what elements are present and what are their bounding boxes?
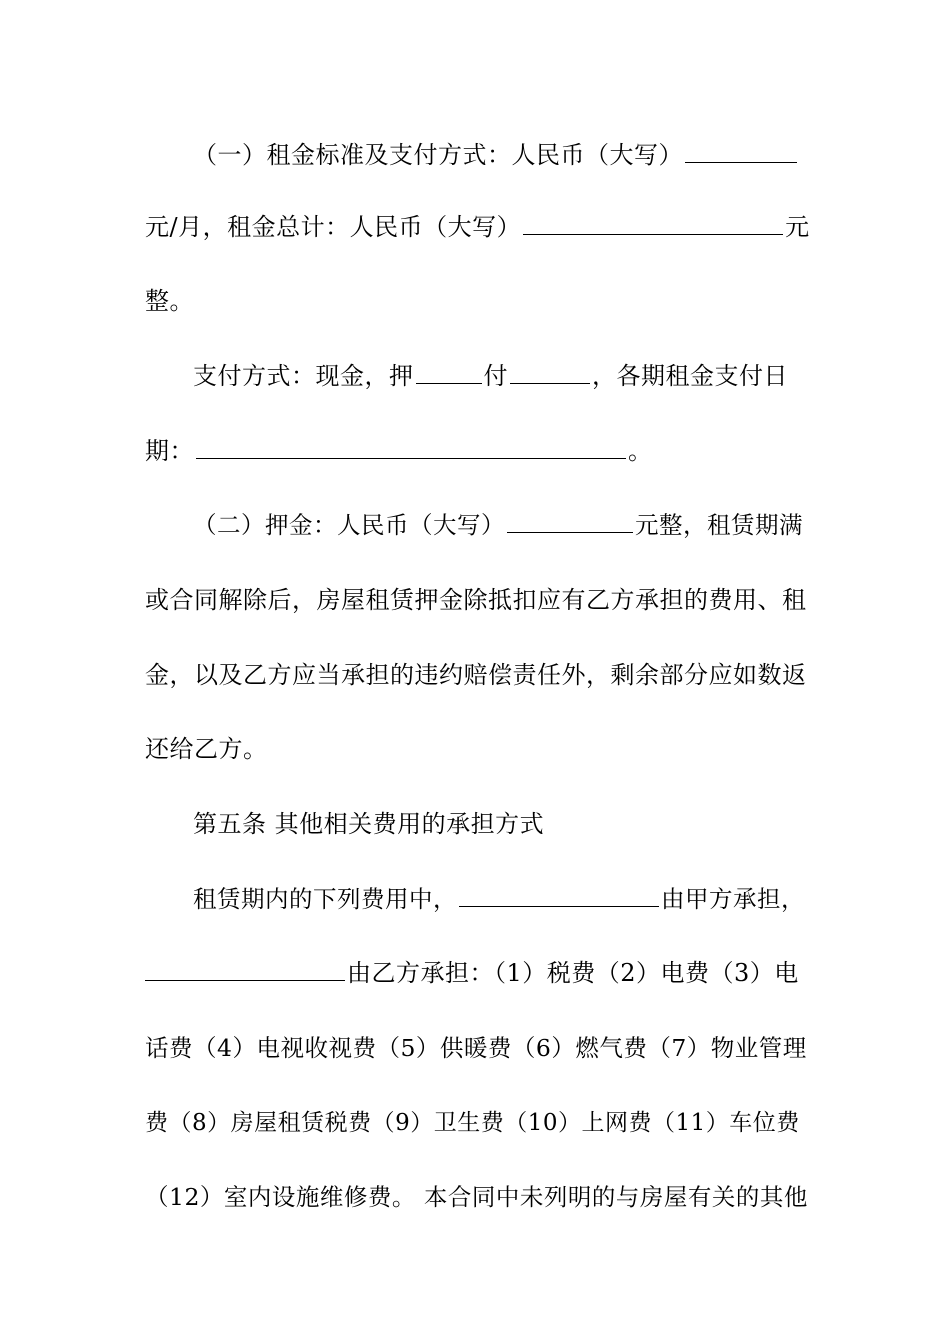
text-segment: 。 xyxy=(628,437,653,465)
text-segment: 由甲方承担， xyxy=(661,885,805,913)
article-five-title: 第五条 其他相关费用的承担方式 xyxy=(193,810,545,838)
section-heading xyxy=(145,804,810,844)
text-segment: 付 xyxy=(483,362,508,390)
unit-text: 元 xyxy=(785,213,810,241)
blank-underline xyxy=(416,357,482,384)
text-segment: 元整，租赁期满 xyxy=(635,511,803,539)
blank-underline xyxy=(507,506,633,533)
text-segment: 还给乙方。 xyxy=(145,735,268,763)
text-line xyxy=(145,281,810,321)
text-line xyxy=(145,729,810,769)
text-segment: 金，以及乙方应当承担的违约赔偿责任外，剩余部分应如数返 xyxy=(145,661,807,689)
text-segment: 租赁期内的下列费用中， xyxy=(193,885,457,913)
text-segment: 或合同解除后，房屋租赁押金除抵扣应有乙方承担的费用、租 xyxy=(145,586,807,614)
text-segment: 期： xyxy=(145,437,194,465)
text-line xyxy=(145,207,810,247)
blank-underline xyxy=(685,136,797,163)
text-segment: 由乙方承担：（1）税费（2）电费（3）电 xyxy=(347,959,799,987)
text-segment: 话费（4）电视收视费（5）供暖费（6）燃气费（7）物业管理 xyxy=(145,1034,807,1062)
deposit-text: （二）押金：人民币（大写） xyxy=(193,511,505,539)
text-line xyxy=(145,1028,810,1068)
text-line xyxy=(145,505,810,545)
blank-underline xyxy=(459,880,659,907)
blank-underline xyxy=(196,432,626,459)
blank-underline xyxy=(523,208,783,235)
text-segment: 费（8）房屋租赁税费（9）卫生费（10）上网费（11）车位费 xyxy=(145,1110,800,1136)
text-segment: ，各期租金支付日 xyxy=(592,362,788,390)
blank-underline xyxy=(510,357,590,384)
text-line xyxy=(145,1103,810,1143)
rent-total-text: 元/月，租金总计：人民币（大写） xyxy=(145,213,522,241)
text-line xyxy=(145,356,810,396)
text-segment: 整。 xyxy=(145,287,194,315)
text-line xyxy=(145,135,810,175)
payment-method-text: 支付方式：现金，押 xyxy=(193,362,414,390)
text-line xyxy=(145,580,810,620)
text-line xyxy=(145,1177,810,1217)
text-line xyxy=(145,953,810,993)
text-line xyxy=(145,431,810,471)
text-segment: （12）室内设施维修费。 本合同中未列明的与房屋有关的其他 xyxy=(145,1183,808,1211)
text-line xyxy=(145,655,810,695)
text-line xyxy=(145,879,810,919)
rent-standard-text: （一）租金标准及支付方式：人民币（大写） xyxy=(193,141,683,169)
blank-underline xyxy=(145,954,345,981)
